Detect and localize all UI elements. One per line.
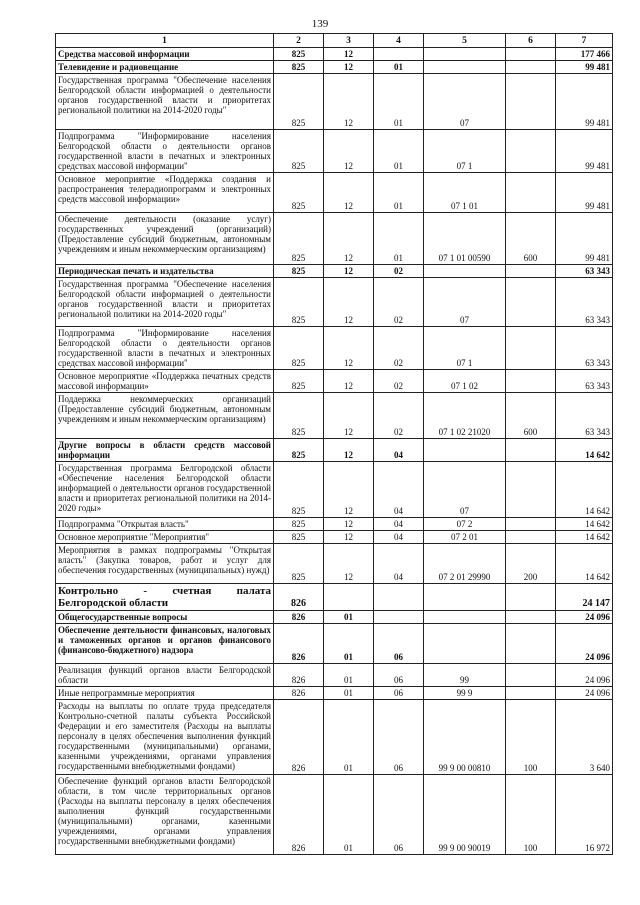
amount-cell: 24 147	[556, 584, 613, 611]
col6-cell	[506, 74, 556, 130]
col5-cell: 99 9 00 90019	[424, 775, 506, 855]
col5-cell	[424, 48, 506, 61]
amount-cell: 3 640	[556, 700, 613, 775]
col4-cell: 02	[374, 265, 424, 278]
col5-cell: 07 1 01 00590	[424, 213, 506, 265]
col3-cell: 12	[324, 544, 374, 584]
col4-cell: 06	[374, 700, 424, 775]
amount-cell: 63 343	[556, 393, 613, 439]
col5-cell	[424, 584, 506, 611]
table-row	[56, 462, 613, 518]
col4-cell: 04	[374, 544, 424, 584]
col5-cell: 07 1 02 21020	[424, 393, 506, 439]
col3-cell: 12	[324, 130, 374, 173]
row-name: Общегосударственные вопросы	[56, 611, 274, 624]
col6-cell: 100	[506, 700, 556, 775]
amount-cell: 99 481	[556, 74, 613, 130]
col2-cell: 825	[274, 544, 324, 584]
col4-cell: 01	[374, 61, 424, 74]
col5-cell	[424, 265, 506, 278]
col2-cell: 826	[274, 611, 324, 624]
col5-cell: 99	[424, 664, 506, 687]
col3-cell: 01	[324, 624, 374, 664]
row-name: Телевидение и радиовещание	[56, 61, 274, 74]
table-row	[56, 213, 613, 265]
col3-cell: 12	[324, 61, 374, 74]
col2-cell: 825	[274, 61, 324, 74]
col2-cell: 825	[274, 48, 324, 61]
col2-cell: 825	[274, 370, 324, 393]
col4-cell: 04	[374, 439, 424, 462]
row-name: Основное мероприятие "Мероприятия"	[56, 531, 274, 544]
col6-cell	[506, 130, 556, 173]
table-row	[56, 544, 613, 584]
col6-cell	[506, 278, 556, 327]
amount-cell: 14 642	[556, 531, 613, 544]
col5-cell: 07 1 02	[424, 370, 506, 393]
col4-cell: 04	[374, 462, 424, 518]
table-row	[56, 664, 613, 687]
col2-cell: 825	[274, 130, 324, 173]
amount-cell: 14 642	[556, 544, 613, 584]
amount-cell: 24 096	[556, 664, 613, 687]
col2-cell: 825	[274, 531, 324, 544]
table-row	[56, 278, 613, 327]
header-cell: 1	[56, 34, 274, 48]
col4-cell: 06	[374, 624, 424, 664]
row-name: Контрольно - счетная палата Белгородской области	[56, 584, 274, 611]
col2-cell: 825	[274, 74, 324, 130]
amount-cell: 16 972	[556, 775, 613, 855]
col3-cell	[324, 584, 374, 611]
col5-cell: 07	[424, 462, 506, 518]
amount-cell: 63 343	[556, 327, 613, 370]
header-cell: 3	[324, 34, 374, 48]
col5-cell	[424, 611, 506, 624]
col6-cell	[506, 624, 556, 664]
col6-cell	[506, 327, 556, 370]
col6-cell	[506, 61, 556, 74]
table-row	[56, 611, 613, 624]
row-name: Основное мероприятие «Поддержка печатных средств массовой информации»	[56, 370, 274, 393]
col6-cell	[506, 518, 556, 531]
row-name: Основное мероприятие «Поддержка создания и распространения телерадиопрограмм и электронных средств массовой информации»	[56, 173, 274, 213]
col2-cell: 826	[274, 687, 324, 700]
amount-cell: 14 642	[556, 439, 613, 462]
col3-cell: 12	[324, 462, 374, 518]
amount-cell: 63 343	[556, 265, 613, 278]
amount-cell: 177 466	[556, 48, 613, 61]
col6-cell	[506, 584, 556, 611]
col3-cell: 12	[324, 173, 374, 213]
col3-cell: 12	[324, 370, 374, 393]
amount-cell: 24 096	[556, 611, 613, 624]
col5-cell	[424, 61, 506, 74]
table-row	[56, 775, 613, 855]
col3-cell: 12	[324, 439, 374, 462]
row-name: Подпрограмма "Информирование населения Белгородской области о деятельности органов государственной власти в печатных и электронных средствах массовой информации"	[56, 327, 274, 370]
col6-cell	[506, 531, 556, 544]
col3-cell: 12	[324, 327, 374, 370]
row-name: Расходы на выплаты по оплате труда председателя Контрольно-счетной палаты субъекта Российской Федерации и его заместителя (Расходы на выплаты персоналу в целях обеспечения выполнения функций государственными (муниципальными) органами, казенными учреждениями, органами управления государственными внебюджетными фондами)	[56, 700, 274, 775]
col2-cell: 825	[274, 213, 324, 265]
col4-cell: 04	[374, 531, 424, 544]
row-name: Поддержка некоммерческих организаций (Предоставление субсидий бюджетным, автономным учреждениям и иным некоммерческим организациям)	[56, 393, 274, 439]
amount-cell: 99 481	[556, 173, 613, 213]
col5-cell: 07 1	[424, 327, 506, 370]
row-name: Обеспечение деятельности (оказание услуг) государственных учреждений (организаций) (Предоставление субсидий бюджетным, автономным учреждениям и иным некоммерческим организациям)	[56, 213, 274, 265]
col4-cell: 06	[374, 687, 424, 700]
row-name: Государственная программа "Обеспечение населения Белгородской области информацией о деятельности органов государственной власти и приоритетах региональной политики на 2014-2020 годы"	[56, 74, 274, 130]
table-row	[56, 370, 613, 393]
table-row	[56, 531, 613, 544]
col3-cell: 12	[324, 518, 374, 531]
col6-cell: 600	[506, 213, 556, 265]
col2-cell: 825	[274, 173, 324, 213]
table-row	[56, 687, 613, 700]
col3-cell: 01	[324, 775, 374, 855]
row-name: Государственная программа Белгородской области «Обеспечение населения Белгородской области информацией о деятельности органов государственной власти и приоритетах региональной политики на 2014-2020 годы»	[56, 462, 274, 518]
amount-cell: 24 096	[556, 687, 613, 700]
col6-cell: 600	[506, 393, 556, 439]
amount-cell: 14 642	[556, 518, 613, 531]
col4-cell: 04	[374, 518, 424, 531]
col2-cell: 825	[274, 439, 324, 462]
header-cell: 6	[506, 34, 556, 48]
col3-cell: 12	[324, 213, 374, 265]
col2-cell: 826	[274, 664, 324, 687]
header-row	[56, 34, 613, 48]
col3-cell: 01	[324, 687, 374, 700]
col6-cell: 100	[506, 775, 556, 855]
col4-cell	[374, 584, 424, 611]
table-row	[56, 265, 613, 278]
table-row	[56, 393, 613, 439]
col3-cell: 12	[324, 48, 374, 61]
col6-cell	[506, 173, 556, 213]
col2-cell: 826	[274, 624, 324, 664]
col2-cell: 825	[274, 265, 324, 278]
col4-cell	[374, 611, 424, 624]
table-row	[56, 130, 613, 173]
col5-cell: 07	[424, 74, 506, 130]
row-name: Реализация функций органов власти Белгородской области	[56, 664, 274, 687]
table-row	[56, 700, 613, 775]
col6-cell	[506, 48, 556, 61]
col3-cell: 12	[324, 278, 374, 327]
col2-cell: 825	[274, 278, 324, 327]
col6-cell	[506, 265, 556, 278]
col2-cell: 825	[274, 518, 324, 531]
amount-cell: 99 481	[556, 213, 613, 265]
col4-cell: 01	[374, 130, 424, 173]
row-name: Обеспечение деятельности финансовых, налоговых и таможенных органов и органов финансового (финансово-бюджетного) надзора	[56, 624, 274, 664]
col4-cell	[374, 48, 424, 61]
col6-cell: 200	[506, 544, 556, 584]
row-name: Средства массовой информации	[56, 48, 274, 61]
col2-cell: 826	[274, 584, 324, 611]
col4-cell: 02	[374, 393, 424, 439]
header-cell: 5	[424, 34, 506, 48]
row-name: Иные непрограммные мероприятия	[56, 687, 274, 700]
amount-cell: 63 343	[556, 370, 613, 393]
col4-cell: 02	[374, 278, 424, 327]
col4-cell: 02	[374, 370, 424, 393]
amount-cell: 24 096	[556, 624, 613, 664]
col5-cell: 07	[424, 278, 506, 327]
col5-cell	[424, 624, 506, 664]
table-row	[56, 61, 613, 74]
col4-cell: 01	[374, 74, 424, 130]
col4-cell: 01	[374, 213, 424, 265]
table-row	[56, 584, 613, 611]
col6-cell	[506, 462, 556, 518]
col5-cell: 07 2 01	[424, 531, 506, 544]
col6-cell	[506, 611, 556, 624]
budget-table	[55, 33, 613, 855]
table-row	[56, 74, 613, 130]
amount-cell: 14 642	[556, 462, 613, 518]
amount-cell: 99 481	[556, 130, 613, 173]
col5-cell: 99 9 00 00810	[424, 700, 506, 775]
col6-cell	[506, 370, 556, 393]
header-cell: 2	[274, 34, 324, 48]
col5-cell: 07 2 01 29990	[424, 544, 506, 584]
col2-cell: 825	[274, 462, 324, 518]
table-row	[56, 439, 613, 462]
col3-cell: 12	[324, 74, 374, 130]
col2-cell: 826	[274, 700, 324, 775]
col6-cell	[506, 439, 556, 462]
col4-cell: 02	[374, 327, 424, 370]
col2-cell: 825	[274, 327, 324, 370]
row-name: Подпрограмма "Открытая власть"	[56, 518, 274, 531]
col4-cell: 06	[374, 664, 424, 687]
col3-cell: 12	[324, 393, 374, 439]
col5-cell: 07 1	[424, 130, 506, 173]
table-row	[56, 624, 613, 664]
header-cell: 4	[374, 34, 424, 48]
table-row	[56, 327, 613, 370]
row-name: Подпрограмма "Информирование населения Белгородской области о деятельности органов государственной власти в печатных и электронных средствах массовой информации"	[56, 130, 274, 173]
col5-cell: 99 9	[424, 687, 506, 700]
row-name: Другие вопросы в области средств массовой информации	[56, 439, 274, 462]
col4-cell: 01	[374, 173, 424, 213]
col5-cell: 07 1 01	[424, 173, 506, 213]
amount-cell: 99 481	[556, 61, 613, 74]
table-row	[56, 518, 613, 531]
col3-cell: 12	[324, 265, 374, 278]
col6-cell	[506, 687, 556, 700]
table-row	[56, 48, 613, 61]
col4-cell: 06	[374, 775, 424, 855]
col2-cell: 826	[274, 775, 324, 855]
amount-cell: 63 343	[556, 278, 613, 327]
table-row	[56, 173, 613, 213]
row-name: Обеспечение функций органов власти Белгородской области, в том числе территориальных органов (Расходы на выплаты персоналу в целях обеспечения выполнения функций государственными (муниципальными) органами, казенными учреждениями, органами управления государственными внебюджетными фондами)	[56, 775, 274, 855]
col3-cell: 01	[324, 611, 374, 624]
row-name: Периодическая печать и издательства	[56, 265, 274, 278]
header-cell: 7	[556, 34, 613, 48]
col3-cell: 12	[324, 531, 374, 544]
row-name: Мероприятия в рамках подпрограммы "Открытая власть" (Закупка товаров, работ и услуг для обеспечения государственных (муниципальных) нужд)	[56, 544, 274, 584]
col3-cell: 01	[324, 664, 374, 687]
col5-cell	[424, 439, 506, 462]
col2-cell: 825	[274, 393, 324, 439]
col6-cell	[506, 664, 556, 687]
row-name: Государственная программа "Обеспечение населения Белгородской области информацией о деятельности органов государственной власти и приоритетах региональной политики на 2014-2020 годы"	[56, 278, 274, 327]
col3-cell: 01	[324, 700, 374, 775]
page-number: 139	[311, 18, 329, 30]
col5-cell: 07 2	[424, 518, 506, 531]
